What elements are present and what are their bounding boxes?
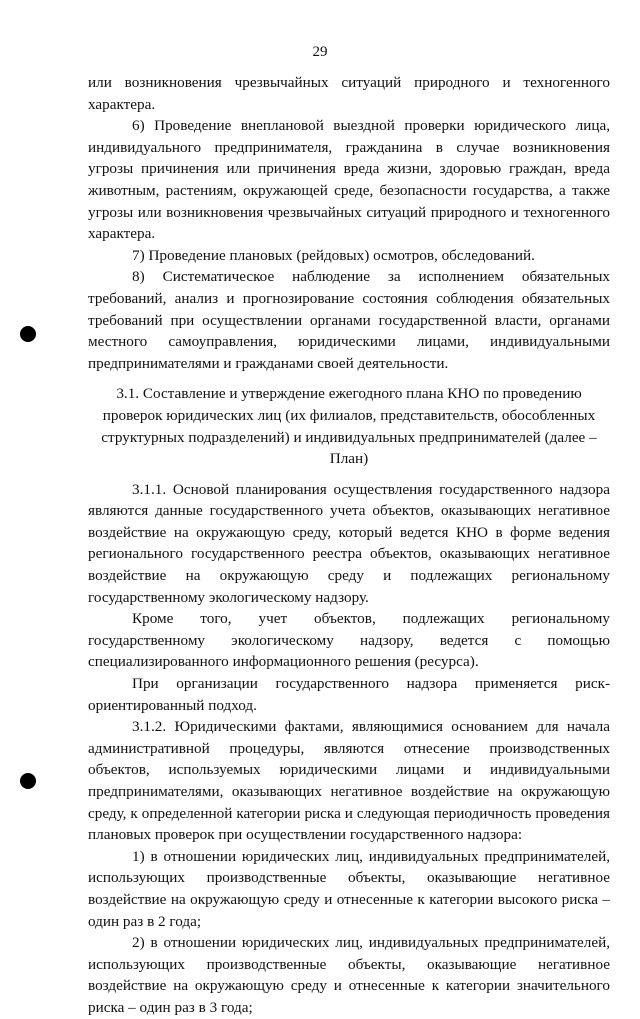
paragraph: 8) Систематическое наблюдение за исполнением обязательных требований, анализ и прогнозирование состояния соблюдения обязательных требований при осуществлении органами государственной власти, органами местного самоуправления, юридическими лицами, индивидуальными предпринимателями и гражданами своей деятельности. [88, 268, 610, 372]
document-body [88, 72, 610, 1019]
page-number: 29 [312, 44, 328, 60]
paragraph: 6) Проведение внеплановой выездной проверки юридического лица, индивидуального предпринимателя, гражданина в случае возникновения угрозы причинения или причинения вреда жизни, здоровью граждан, вреда животным, растениям, окружающей среде, безопасности государства, а также угрозы или возникновения чрезвычайных ситуаций природного и техногенного характера. [88, 117, 610, 243]
paragraph: 3.1.1. Основой планирования осуществления государственного надзора являются данные государственного учета объектов, оказывающих негативное воздействие на окружающую среду, который ведется КНО в форме ведения регионального государственного реестра объектов, оказывающих негативное воздействие на окружающую среду и подлежащих региональному государственному экологическому надзору. [88, 480, 610, 606]
binder-hole [20, 326, 36, 342]
list-item: 1) в отношении юридических лиц, индивидуальных предпринимателей, использующих производственные объекты, оказывающие негативное воздействие на окружающую среду и отнесенные к категории высокого риска – один раз в 2 года; [88, 847, 610, 930]
paragraph: При организации государственного надзора применяется риск-ориентированный подход. [88, 675, 610, 714]
paragraph: Кроме того, учет объектов, подлежащих региональному государственному экологическому надзору, ведется с помощью специализированного информационного решения (ресурса). [88, 610, 610, 671]
paragraph: 3.1.2. Юридическими фактами, являющимися основанием для начала административной процедуры, являются отнесение производственных объектов, используемых юридическими лицами и индивидуальными предпринимателями, оказывающих негативное воздействие на окружающую среду, к определенной категории риска и следующая периодичность проведения плановых проверок при осуществлении государственного надзора: [88, 718, 610, 844]
list-item: 2) в отношении юридических лиц, индивидуальных предпринимателей, использующих производственные объекты, оказывающие негативное воздействие на окружающую среду и отнесенные к категории значительного риска – один раз в 3 года; [88, 934, 610, 1016]
paragraph: 7) Проведение плановых (рейдовых) осмотров, обследований. [132, 246, 535, 264]
binder-hole [20, 773, 36, 789]
section-heading: 3.1. Составление и утверждение ежегодного плана КНО по проведению проверок юридических лиц (их филиалов, представительств, обособленных структурных подразделений) и индивидуальных предпринимателей (далее – План) [101, 385, 597, 468]
paragraph: или возникновения чрезвычайных ситуаций природного и техногенного характера. [88, 74, 610, 113]
